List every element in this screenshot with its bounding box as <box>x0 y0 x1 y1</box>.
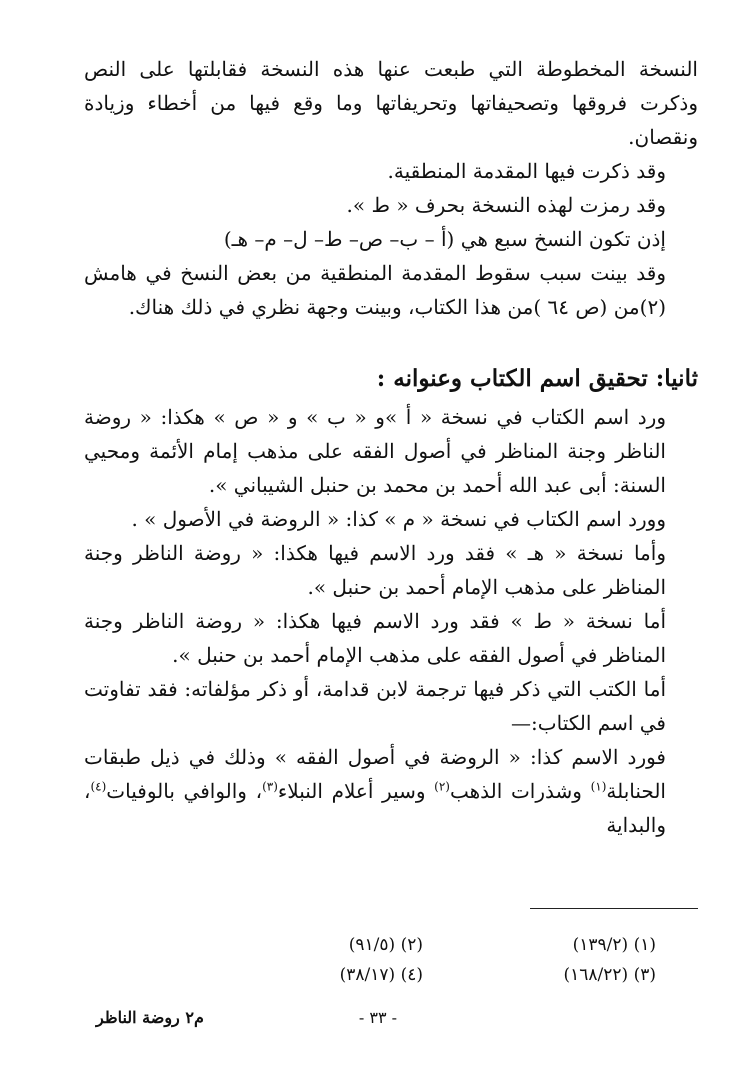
paragraph: وورد اسم الكتاب في نسخة « م » كذا: « الروضة في الأصول » . <box>131 507 666 531</box>
footnote-3: (٣) (١٦٨/٢٢) <box>563 965 656 985</box>
text-run: ، والوافي بالوفيات <box>106 779 263 803</box>
page-footer <box>96 1008 660 1034</box>
main-text <box>84 52 698 842</box>
text-run: وشذرات الذهب <box>449 779 591 803</box>
paragraph: ورد اسم الكتاب في نسخة « أ »و « ب » و « ص » هكذا: « روضة الناظر وجنة المناظر في أصول الفقه على مذهب إمام الأئمة ومحيي السنة: أبى عبد الله أحمد بن محمد بن حنبل الشيباني ». <box>84 405 666 497</box>
paragraph: وقد بينت سبب سقوط المقدمة المنطقية من بعض النسخ في هامش (٢)من (ص ٦٤ )من هذا الكتاب، وبينت وجهة نظري في ذلك هناك. <box>84 261 666 319</box>
section-heading: ثانيا: تحقيق اسم الكتاب وعنوانه : <box>376 365 698 392</box>
footnote-1: (١) (١٣٩/٢) <box>572 935 656 955</box>
paragraph: وقد رمزت لهذه النسخة بحرف « ط ». <box>346 193 666 217</box>
paragraph: أما الكتب التي ذكر فيها ترجمة لابن قدامة، أو ذكر مؤلفاته: فقد تفاوتت في اسم الكتاب:— <box>84 677 666 735</box>
text-run: ، والبداية <box>84 779 666 837</box>
running-title: م٢ روضة الناظر <box>96 1008 204 1027</box>
paragraph: إذن تكون النسخ سبع هي (أ – ب– ص– ط– ل– م– هـ) <box>223 227 666 251</box>
footnote-ref[interactable]: (٣) <box>262 779 278 794</box>
footnote-ref[interactable]: (١) <box>590 779 607 794</box>
page-number: - ٣٣ - <box>358 1008 398 1027</box>
footnote-ref[interactable]: (٢) <box>434 779 450 794</box>
paragraph: وأما نسخة « هـ » فقد ورد الاسم فيها هكذا: « روضة الناظر وجنة المناظر على مذهب الإمام أحمد بن حنبل ». <box>84 541 666 599</box>
paragraph: النسخة المخطوطة التي طبعت عنها هذه النسخة فقابلتها على النص وذكرت فروقها وتصحيفاتها وتحريفاتها وما وقع فيها من أخطاء وزيادة ونقصان. <box>84 57 698 149</box>
text-run: فورد الاسم كذا: « الروضة في أصول الفقه » وذلك في ذيل طبقات الحنابلة <box>84 745 666 803</box>
footnote-2: (٢) (٩١/٥) <box>348 935 423 955</box>
footnote-4: (٤) (٣٨/١٧) <box>339 965 423 985</box>
footnotes <box>190 930 656 990</box>
paragraph: أما نسخة « ط » فقد ورد الاسم فيها هكذا: « روضة الناظر وجنة المناظر في أصول الفقه على مذهب الإمام أحمد بن حنبل ». <box>84 609 666 667</box>
footnote-ref[interactable]: (٤) <box>90 779 107 794</box>
paragraph: وقد ذكرت فيها المقدمة المنطقية. <box>387 159 666 183</box>
footnote-divider <box>530 908 698 909</box>
text-run: وسير أعلام النبلاء <box>277 779 435 803</box>
paragraph <box>84 740 698 842</box>
